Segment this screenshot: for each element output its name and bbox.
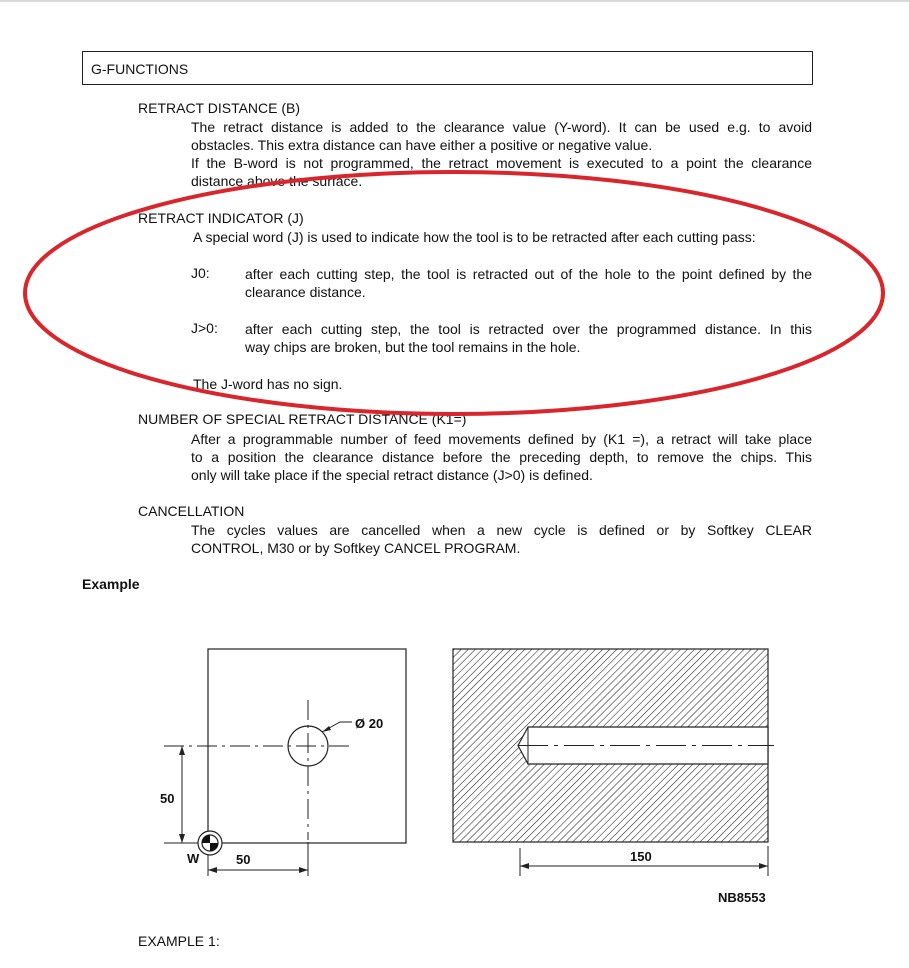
special-retract-line-2: to a position the clearance distance before the preceding depth, to remove the chips. This	[191, 449, 812, 465]
example1-heading: EXAMPLE 1:	[138, 933, 220, 949]
diameter-label: Ø 20	[355, 716, 384, 731]
top-view	[164, 649, 406, 876]
depth-dim-label: 150	[630, 849, 652, 864]
j0-line-1: after each cutting step, the tool is retracted out of the hole to the point defined by the	[245, 266, 812, 282]
retract-indicator-title: RETRACT INDICATOR (J)	[138, 210, 304, 226]
origin-label: W	[187, 851, 200, 866]
page-header-title: G-FUNCTIONS	[91, 61, 189, 77]
highlight-ellipse	[25, 172, 883, 414]
dim-arrow-right	[299, 867, 308, 873]
retract-distance-line-1: The retract distance is added to the clearance value (Y-word). It can be used e.g. to avoid	[191, 119, 812, 135]
dim-arrow-left	[208, 867, 217, 873]
depth-arrow-left	[520, 863, 529, 869]
j0-label: J0:	[191, 265, 210, 281]
depth-arrow-right	[759, 863, 768, 869]
figure-id: NB8553	[718, 890, 766, 905]
special-retract-line-3: only will take place if the special retract distance (J>0) is defined.	[191, 467, 593, 483]
j0-line-2: clearance distance.	[245, 284, 366, 300]
horizontal-dim-label: 50	[236, 852, 251, 867]
special-retract-line-1: After a programmable number of feed movements defined by (K1 =), a retract will take place	[191, 431, 812, 447]
jgt0-line-1: after each cutting step, the tool is retracted over the programmed distance. In this	[245, 321, 812, 337]
cancellation-title: CANCELLATION	[138, 503, 245, 519]
cancellation-line-2: CONTROL, M30 or by Softkey CANCEL PROGRAM.	[191, 540, 521, 556]
special-retract-title: NUMBER OF SPECIAL RETRACT DISTANCE (K1=)	[138, 411, 467, 427]
retract-distance-line-2: obstacles. This extra distance can have either a positive or negative value.	[191, 137, 653, 153]
retract-distance-line-4: distance above the surface.	[191, 173, 363, 189]
retract-distance-title: RETRACT DISTANCE (B)	[138, 100, 301, 116]
retract-distance-line-3: If the B-word is not programmed, the retract movement is executed to a point the clearance	[191, 155, 812, 171]
vertical-dim-label: 50	[160, 791, 175, 806]
workpiece-origin-icon	[198, 831, 222, 855]
jgt0-label: J>0:	[191, 320, 218, 336]
dim-arrow-up	[179, 746, 185, 755]
cancellation-line-1: The cycles values are cancelled when a new cycle is defined or by Softkey CLEAR	[191, 522, 812, 538]
section-view	[453, 649, 774, 876]
retract-indicator-intro-text: A special word (J) is used to indicate how the tool is to be retracted after each cutting pass:	[193, 229, 756, 245]
example-heading: Example	[82, 576, 140, 592]
diameter-arrowhead	[322, 726, 331, 732]
j-word-sign-note-text: The J-word has no sign.	[193, 376, 343, 392]
dim-arrow-down	[179, 834, 185, 843]
jgt0-line-2: way chips are broken, but the tool remains in the hole.	[245, 339, 581, 355]
